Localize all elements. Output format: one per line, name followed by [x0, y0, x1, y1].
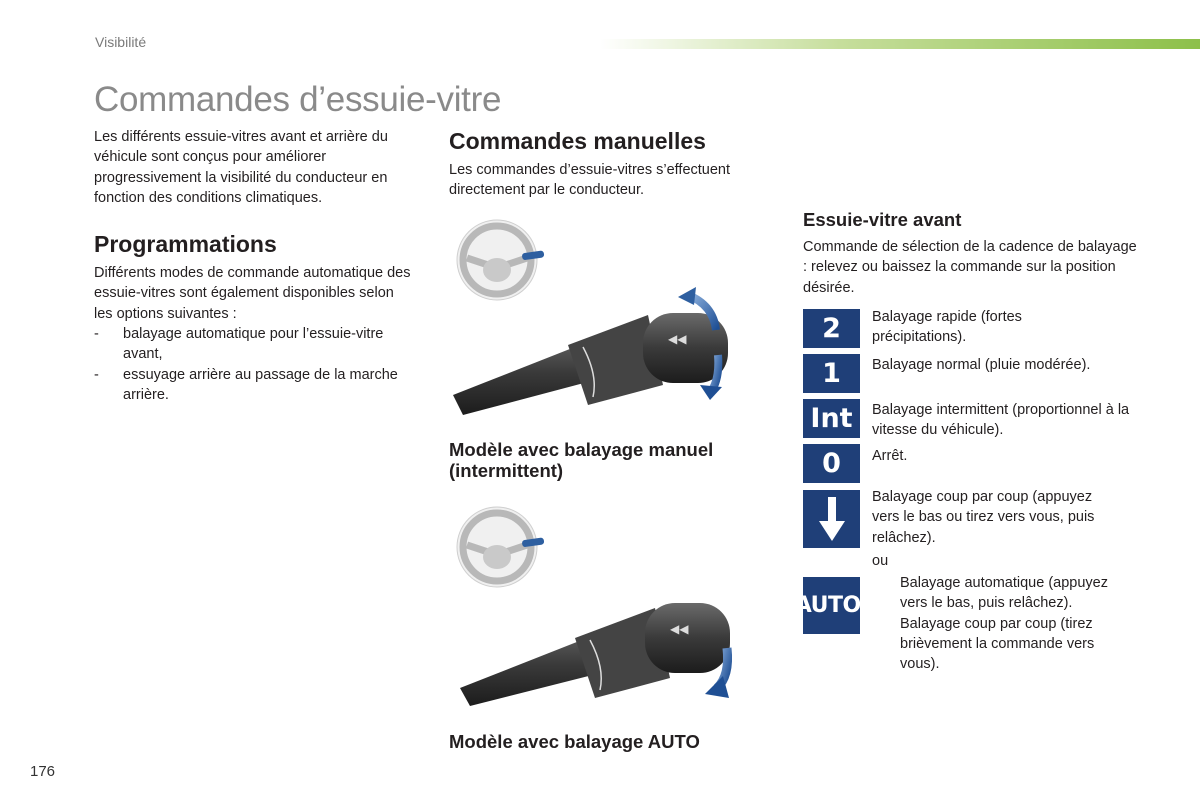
down-arrow-icon [817, 495, 847, 543]
wiper-stalk-auto-illustration [455, 598, 745, 708]
mode-description: Balayage rapide (fortes précipitations). [872, 309, 1022, 346]
or-label: ou [872, 553, 889, 569]
auto-mode-description: Balayage automatique (appuyez vers le bas, puis relâchez). Balayage coup par coup (tirez brièvement la commande vers vous). [900, 575, 1108, 673]
mode-description: Balayage intermittent (proportionnel à la vitesse du véhicule). [872, 402, 1130, 439]
wiper-stalk-manual-illustration [448, 285, 748, 420]
badge-auto: AUTO ↓ [803, 577, 860, 634]
caption-auto-model: Modèle avec balayage AUTO [449, 731, 700, 752]
badge-intermittent: Int [803, 399, 860, 438]
section-label: Visibilité [95, 34, 147, 50]
page-title: Commandes d’essuie-vitre [94, 80, 502, 119]
front-wiper-paragraph: Commande de sélection de la cadence de balayage : relevez ou baissez la commande sur la position désirée. [803, 239, 1137, 296]
page-number: 176 [30, 763, 56, 780]
manual-paragraph: Les commandes d’essuie-vitres s’effectuent directement par le conducteur. [449, 162, 731, 199]
programmations-paragraph: Différents modes de commande automatique des essuie-vitres sont également disponibles selon les options suivantes : [94, 265, 411, 322]
manual-heading: Commandes manuelles [449, 128, 706, 154]
steering-wheel-icon [452, 505, 547, 590]
programmations-list [94, 324, 419, 405]
front-wiper-heading: Essuie-vitre avant [803, 209, 962, 230]
badge-off-0: 0 [803, 444, 860, 483]
badge-speed-1: 1 [803, 354, 860, 393]
badge-single-wipe [803, 490, 860, 548]
mode-description: Arrêt. [872, 448, 908, 464]
list-item: - essuyage arrière au passage de la marche arrière. [94, 365, 419, 406]
svg-text:◀◀: ◀◀ [668, 332, 687, 346]
list-item: - balayage automatique pour l’essuie-vitre avant, [94, 324, 419, 365]
mode-description: Balayage coup par coup (appuyez vers le bas ou tirez vers vous, puis relâchez). [872, 489, 1095, 546]
caption-manual-model: Modèle avec balayage manuel (intermittent) [449, 439, 714, 481]
svg-text:◀◀: ◀◀ [670, 622, 689, 636]
badge-speed-2: 2 [803, 309, 860, 348]
programmations-heading: Programmations [94, 231, 277, 257]
mode-description: Balayage normal (pluie modérée). [872, 357, 1091, 373]
intro-paragraph: Les différents essuie-vitres avant et arrière du véhicule sont conçus pour améliorer progressivement la visibilité du conducteur en fonction des conditions climatiques. [94, 129, 388, 206]
header-rule [600, 39, 1200, 49]
small-down-arrow-icon: ↓ [861, 597, 869, 614]
